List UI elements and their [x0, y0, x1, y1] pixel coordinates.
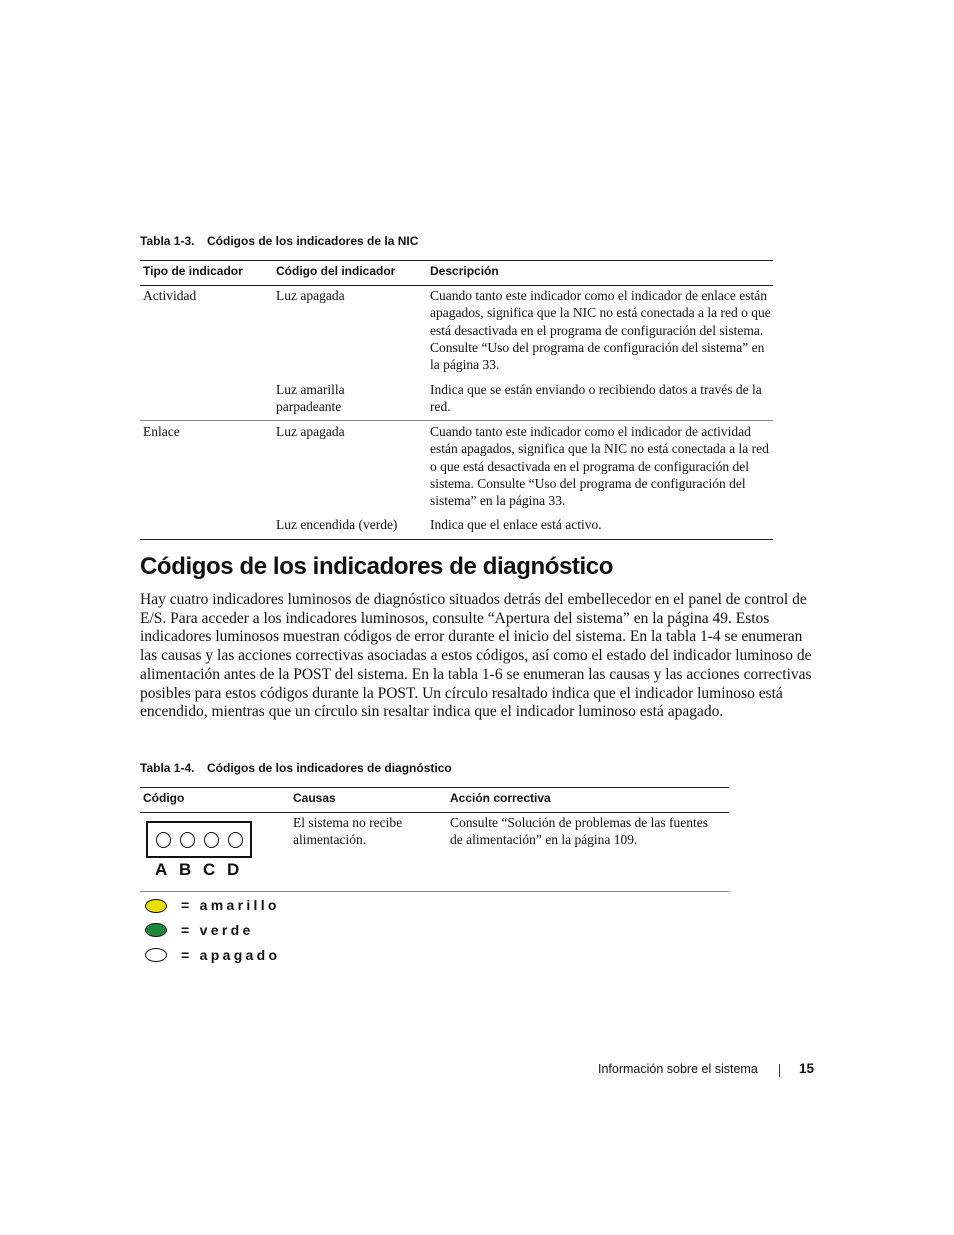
legend-off: = apagado [181, 947, 281, 963]
off-led-icon [145, 948, 167, 962]
col-header-code: Código del indicador [276, 264, 396, 278]
table-top-rule [140, 787, 729, 788]
section-title: Códigos de los indicadores de diagnóstico [140, 553, 613, 580]
table-number: Tabla 1-3. [140, 234, 195, 248]
legend-yellow: = amarillo [181, 897, 280, 913]
led-d-off [228, 832, 243, 848]
intro-paragraph: Hay cuatro indicadores luminosos de diagnóstico situados detrás del embellecedor en el panel de control de E/S. Para acceder a los indicadores luminosos, consulte “Apertura del sistema” en la página 49. Estos indicadores luminosos muestran códigos de error durante el inicio del sistema. En la tabla 1-4 se enumeran las causas y las acciones correctivas asociadas a estos códigos, así como el estado del indicador luminoso de alimentación antes de la POST del sistema. En la tabla 1-6 se enumeran las causas y las acciones correctivas posibles para estos códigos durante la POST. Un círculo resaltado indica que el indicador luminoso está encendido, mientras que un círculo sin resaltar indica que el indicador luminoso está apagado. [140, 591, 812, 721]
led-label-a: A [155, 860, 168, 879]
table-caption-1-4 [140, 761, 452, 775]
led-label-b: B [179, 860, 192, 879]
table-top-rule [140, 260, 773, 261]
table-cell: Cuando tanto este indicador como el indicador de actividad están apagados, significa que la NIC no está conectada a la red o que está desactivada en el programa de configuración del sistema. Consulte “Uso del programa de configuración del sistema” en la página 33. [430, 424, 769, 509]
table-cell: Indica que se están enviando o recibiendo datos a través de la red. [430, 382, 762, 415]
led-c-off [204, 832, 219, 848]
col-header-action: Acción correctiva [450, 791, 551, 805]
table-title: Códigos de los indicadores de diagnóstico [207, 761, 452, 775]
legend-green: = verde [181, 922, 254, 938]
table-cell: Luz apagada [276, 288, 345, 303]
header-rule [140, 812, 729, 813]
yellow-led-icon [145, 899, 167, 913]
table-bottom-rule [140, 891, 729, 892]
col-header-description: Descripción [430, 264, 499, 278]
col-header-type: Tipo de indicador [143, 264, 243, 278]
table-cell: Cuando tanto este indicador como el indicador de enlace están apagados, significa que la NIC no está conectada a la red o que está desactivada en el programa de configuración del sistema. Consulte “Uso del programa de configuración del sistema” en la página 33. [430, 288, 771, 373]
table-cell-action: Consulte “Solución de problemas de las fuentes de alimentación” en la página 109. [450, 815, 708, 848]
led-label-c: C [203, 860, 216, 879]
table-cell: Indica que el enlace está activo. [430, 517, 602, 532]
table-caption-1-3 [140, 234, 418, 248]
table-cell: Actividad [143, 288, 197, 303]
table-title: Códigos de los indicadores de la NIC [207, 234, 419, 248]
table-cell-cause: El sistema no recibe alimentación. [293, 815, 403, 848]
led-a-off [156, 832, 171, 848]
table-cell: Luz apagada [276, 424, 345, 439]
led-label-d: D [227, 860, 240, 879]
table-cell: Luz encendida (verde) [276, 517, 398, 532]
table-bottom-rule [140, 539, 773, 540]
header-rule [140, 285, 773, 286]
footer-section: Información sobre el sistema [598, 1062, 758, 1076]
row-divider [140, 420, 773, 421]
table-cell: Luz amarilla parpadeante [276, 382, 345, 415]
col-header-causes: Causas [293, 791, 336, 805]
led-b-off [180, 832, 195, 848]
table-cell: Enlace [143, 424, 180, 439]
green-led-icon [145, 923, 167, 937]
footer-separator [779, 1064, 780, 1077]
table-number: Tabla 1-4. [140, 761, 195, 775]
diagnostic-led-panel [146, 821, 252, 858]
col-header-code: Código [143, 791, 185, 805]
page-number: 15 [799, 1061, 815, 1076]
